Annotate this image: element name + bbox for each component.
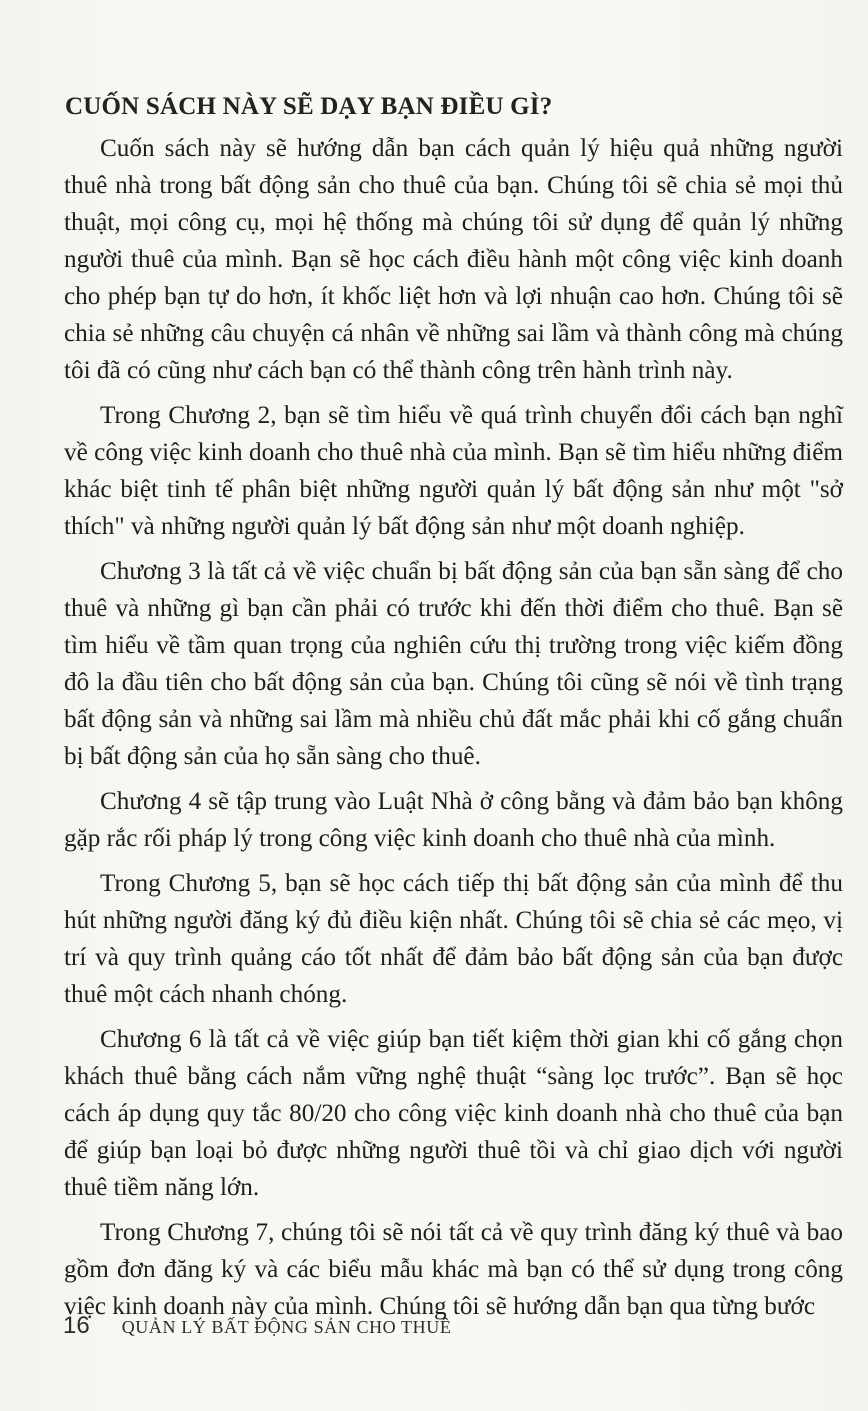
body-text [64, 130, 843, 1333]
paragraph-chapter-7: Trong Chương 7, chúng tôi sẽ nói tất cả về quy trình đăng ký thuê và bao gồm đơn đăng ký và các biểu mẫu khác mà bạn có thể sử dụng trong công việc kinh doanh này của mình. Chúng tôi sẽ hướng dẫn bạn qua từng bước [64, 1219, 843, 1320]
paragraph-chapter-4: Chương 4 sẽ tập trung vào Luật Nhà ở công bằng và đảm bảo bạn không gặp rắc rối pháp lý trong công việc kinh doanh cho thuê nhà của mình. [64, 788, 843, 852]
page-footer [63, 1312, 451, 1340]
paragraph-chapter-3: Chương 3 là tất cả về việc chuẩn bị bất động sản của bạn sẵn sàng để cho thuê và những gì bạn cần phải có trước khi đến thời điểm cho thuê. Bạn sẽ tìm hiểu về tầm quan trọng của nghiên cứu thị trường trong việc kiếm đồng đô la đầu tiên cho bất động sản của bạn. Chúng tôi cũng sẽ nói về tình trạng bất động sản và những sai lầm mà nhiều chủ đất mắc phải khi cố gắng chuẩn bị bất động sản của họ sẵn sàng cho thuê. [64, 558, 843, 770]
running-title: QUẢN LÝ BẤT ĐỘNG SẢN CHO THUÊ [121, 1317, 452, 1337]
paragraph-intro: Cuốn sách này sẽ hướng dẫn bạn cách quản lý hiệu quả những người thuê nhà trong bất động sản cho thuê của bạn. Chúng tôi sẽ chia sẻ mọi thủ thuật, mọi công cụ, mọi hệ thống mà chúng tôi sử dụng để quản lý những người thuê của mình. Bạn sẽ học cách điều hành một công việc kinh doanh cho phép bạn tự do hơn, ít khốc liệt hơn và lợi nhuận cao hơn. Chúng tôi sẽ chia sẻ những câu chuyện cá nhân về những sai lầm và thành công mà chúng tôi đã có cũng như cách bạn có thể thành công trên hành trình này. [64, 135, 843, 384]
section-heading: CUỐN SÁCH NÀY SẼ DẠY BẠN ĐIỀU GÌ? [65, 93, 553, 120]
paragraph-chapter-6: Chương 6 là tất cả về việc giúp bạn tiết kiệm thời gian khi cố gắng chọn khách thuê bằng cách nắm vững nghệ thuật “sàng lọc trước”. Bạn sẽ học cách áp dụng quy tắc 80/20 cho công việc kinh doanh nhà cho thuê của bạn để giúp bạn loại bỏ được những người thuê tồi và chỉ giao dịch với người thuê tiềm năng lớn. [64, 1026, 843, 1201]
page-number: 16 [63, 1312, 90, 1339]
paragraph-chapter-2: Trong Chương 2, bạn sẽ tìm hiểu về quá trình chuyển đổi cách bạn nghĩ về công việc kinh doanh cho thuê nhà của mình. Bạn sẽ tìm hiểu những điểm khác biệt tinh tế phân biệt những người quản lý bất động sản như một "sở thích" và những người quản lý bất động sản như một doanh nghiệp. [64, 402, 843, 540]
paragraph-chapter-5: Trong Chương 5, bạn sẽ học cách tiếp thị bất động sản của mình để thu hút những người đăng ký đủ điều kiện nhất. Chúng tôi sẽ chia sẻ các mẹo, vị trí và quy trình quảng cáo tốt nhất để đảm bảo bất động sản của bạn được thuê một cách nhanh chóng. [64, 870, 843, 1008]
